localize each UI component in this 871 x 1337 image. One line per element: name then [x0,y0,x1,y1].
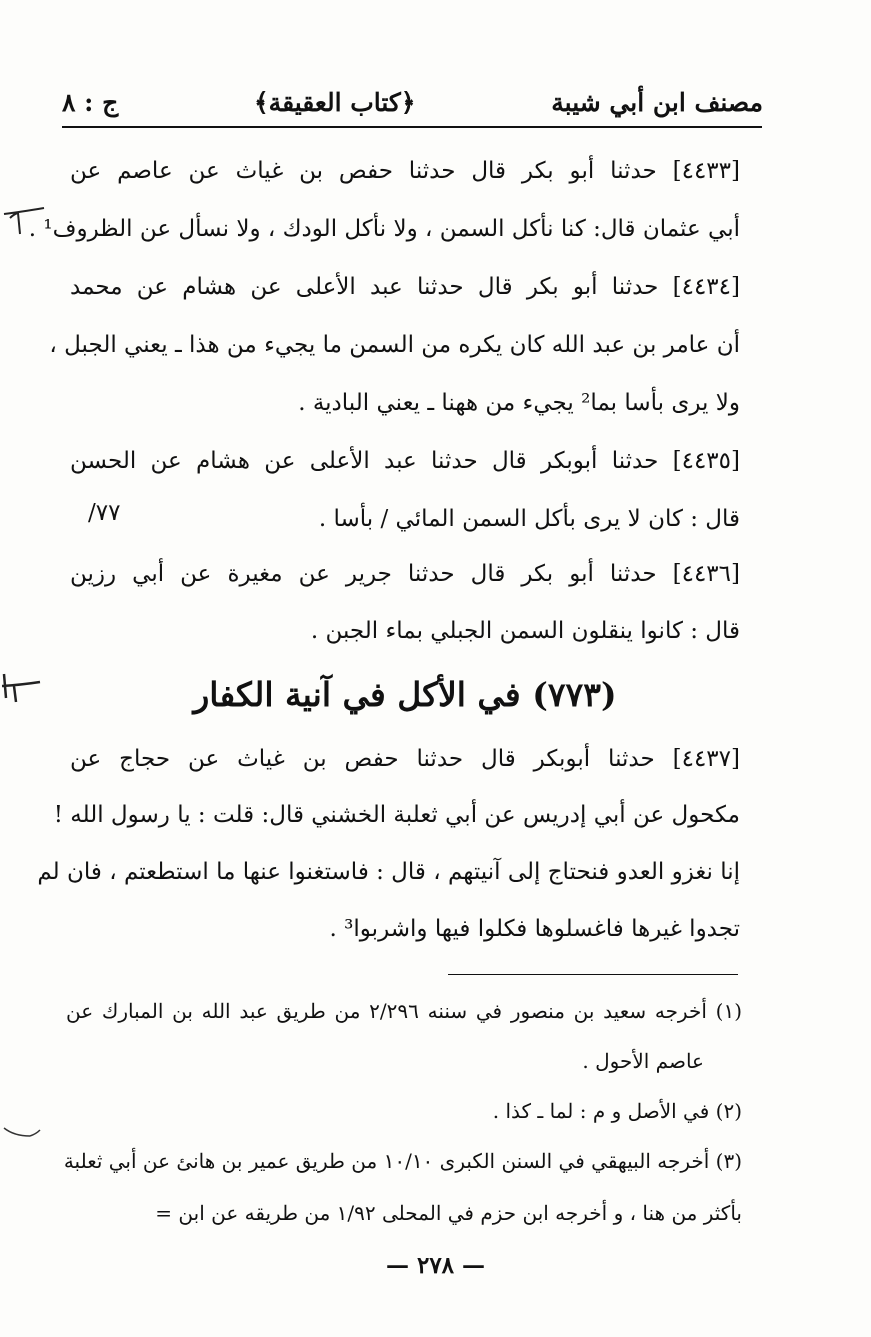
text-line: [٤٤٣٥] حدثنا أبوبكر قال حدثنا عبد الأعلى عن هشام عن الحسن [70,448,740,474]
margin-page-marker: ٧٧/ [88,500,121,526]
chapter-heading: (٧٧٣) في الأكل في آنية الكفار [193,675,617,714]
margin-scribble-icon [0,1118,48,1158]
footnote-line: (٣) أخرجه البيهقي في السنن الكبرى ١٠/١٠ من طريق عمير بن هانئ عن أبي ثعلبة [63,1149,742,1173]
text-line: أبي عثمان قال: كنا نأكل السمن ، ولا نأكل الودك ، ولا نسأل عن الظروف¹ . [28,216,740,242]
running-header [62,78,763,126]
text-line: [٤٤٣٣] حدثنا أبو بكر قال حدثنا حفص بن غياث عن عاصم عن [70,158,740,184]
text-line: [٤٤٣٧] حدثنا أبوبكر قال حدثنا حفص بن غياث عن حجاج عن [70,746,740,772]
text-line: تجدوا غيرها فاغسلوها فكلوا فيها واشربوا³ . [329,916,740,942]
footnote-line: (٢) في الأصل و م : لما ـ كذا . [492,1099,742,1123]
text-line: إنا نغزو العدو فنحتاج إلى آنيتهم ، قال : فاستغنوا عنها ما استطعتم ، فان لم [37,859,740,885]
text-line: [٤٤٣٦] حدثنا أبو بكر قال حدثنا جرير عن مغيرة عن أبي رزين [70,561,740,587]
text-line: ولا يرى بأسا بما² يجيء من ههنا ـ يعني البادية . [298,390,740,416]
footnote-line: بأكثر من هنا ، و أخرجه ابن حزم في المحلى ١/٩٢ من طريقه عن ابن = [155,1201,742,1225]
text-line: قال : كانوا ينقلون السمن الجبلي بماء الجبن . [310,618,740,644]
book-title: مصنف ابن أبي شيبة [551,87,763,117]
footnote-line: (١) أخرجه سعيد بن منصور في سننه ٢/٢٩٦ من طريق عبد الله بن المبارك عن [66,999,742,1023]
margin-scribble-icon [0,668,48,708]
section-title: ﴿كتاب العقيقة﴾ [254,87,416,117]
footnote-rule [448,974,738,975]
page-number: — ٢٧٨ — [385,1252,486,1279]
text-line: مكحول عن أبي إدريس عن أبي ثعلبة الخشني قال: قلت : يا رسول الله ! [53,802,740,828]
margin-scribble-icon [0,200,48,240]
footnote-line: عاصم الأحول . [582,1049,704,1073]
text-line: [٤٤٣٤] حدثنا أبو بكر قال حدثنا عبد الأعلى عن هشام عن محمد [70,274,740,300]
header-rule [62,126,762,128]
text-line: قال : كان لا يرى بأكل السمن المائي / بأسا . [318,506,740,532]
volume-number: ج : ٨ [62,87,119,117]
text-line: أن عامر بن عبد الله كان يكره من السمن ما يجيء من هذا ـ يعني الجبل ، [49,332,740,358]
